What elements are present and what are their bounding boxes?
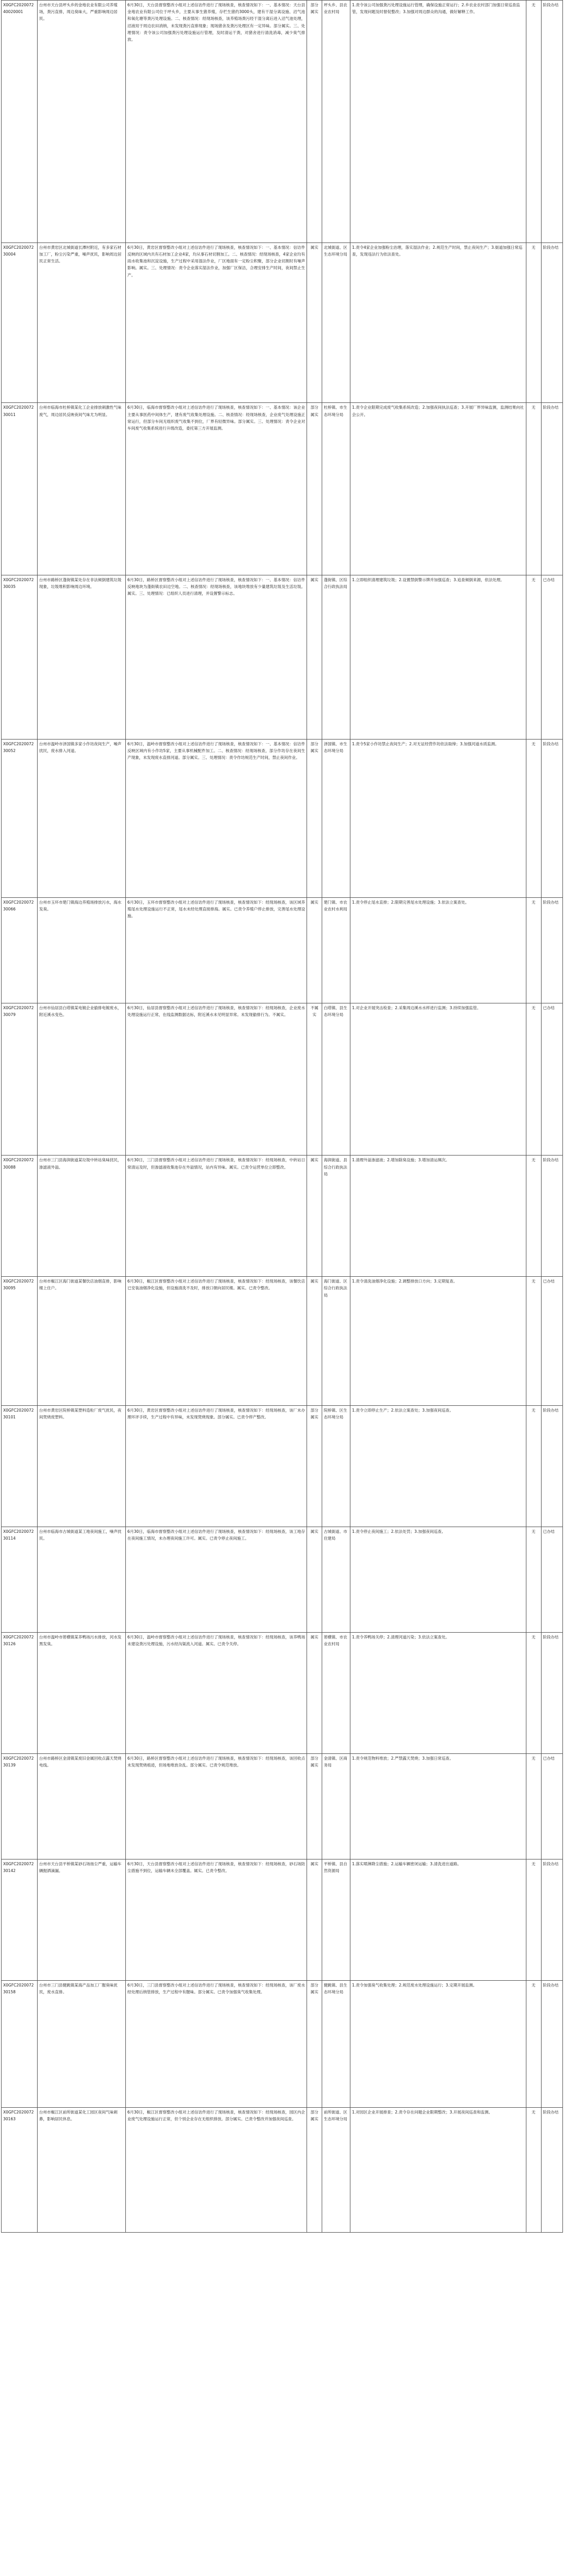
accountability-cell xyxy=(526,1003,541,1156)
accountability-text: 无 xyxy=(531,741,536,746)
accountability-cell xyxy=(526,1632,541,1753)
is-true-cell xyxy=(307,242,322,403)
case-id-cell xyxy=(2,1859,38,1980)
complaint-cell xyxy=(38,1156,126,1277)
result-cell xyxy=(125,1277,307,1406)
result-text: 6月30日，三门县督察整改小组对上述信访件进行了现场核查，核查情况如下：经现场核查，该厂废水经处理后纳管排放，生产过程中有腥味。部分属实。已责令加强臭气收集处理。 xyxy=(127,1982,306,1994)
is-true-cell xyxy=(307,2107,322,2232)
remark-text: 已办结 xyxy=(543,1005,555,1010)
is-true-cell xyxy=(307,1003,322,1156)
is-true-text: 部分属实 xyxy=(310,1408,319,1420)
is-true-text: 属实 xyxy=(310,245,319,250)
remark-cell xyxy=(541,1527,563,1632)
complaint-text: 台州市椒江区海门街道某餐饮店油烟直排，影响楼上住户。 xyxy=(39,1279,122,1291)
handling-cell xyxy=(350,1003,526,1156)
handling-cell xyxy=(350,1,526,243)
remark-cell xyxy=(541,897,563,1003)
handling-text: 1.责令5家小作坊禁止夜间生产；2.对无证经营作坊依法取缔；3.加强河道水质监测。 xyxy=(352,741,499,746)
handling-cell xyxy=(350,575,526,739)
case-id-cell xyxy=(2,897,38,1003)
case-id-cell xyxy=(2,1406,38,1527)
handling-cell xyxy=(350,1527,526,1632)
complaint-text: 台州市黄岩区北城街道长潭村附近，有多家石材加工厂，粉尘污染严重，噪声扰民，影响周边居民正常生活。 xyxy=(39,245,122,264)
remark-cell xyxy=(541,1632,563,1753)
complaint-cell xyxy=(38,242,126,403)
complaint-text: 台州市天台县坪头乡的金地农业有限公司养殖场，粪污直排，周边臭味大，严重影响周边居民。 xyxy=(39,3,118,21)
responsible-text: 箬横镇、市农业农村局 xyxy=(323,1634,347,1647)
complaint-text: 台州市仙居县白塔镇某电镀企业偷排电镀废水，附近溪水变色。 xyxy=(39,1005,122,1017)
is-true-cell xyxy=(307,1406,322,1527)
remark-cell xyxy=(541,1753,563,1859)
responsible-cell xyxy=(322,575,350,739)
is-true-text: 部分属实 xyxy=(310,3,319,15)
complaint-cell xyxy=(38,1632,126,1753)
remark-text: 已办结 xyxy=(543,1279,555,1284)
handling-text: 1.立即组织清理建筑垃圾；2.设置禁倒警示牌并加强巡查；3.追查倾倒来源，依法处理。 xyxy=(352,577,504,582)
complaint-text: 台州市温岭市泽国镇多家小作坊夜间生产，噪声扰民，废水排入河道。 xyxy=(39,741,122,753)
remark-cell xyxy=(541,1156,563,1277)
table-row xyxy=(2,1980,563,2107)
result-text: 6月30日，临海市督察整改小组对上述信访件进行了现场核查，核查情况如下：经现场核查，该工地存在夜间施工情况，未办理夜间施工许可。属实。已责令停止夜间施工。 xyxy=(127,1529,306,1541)
is-true-cell xyxy=(307,739,322,897)
responsible-text: 楚门镇、市农业农村水利局 xyxy=(323,899,347,911)
handling-text: 1.责令该公司加强粪污处理设施运行管理，确保设施正常运行；2.乡农业农村部门加强日常巡查监管，发现问题及时督促整改；3.加强对周边群众的沟通，做好解释工作。 xyxy=(352,3,520,15)
case-id-cell xyxy=(2,739,38,897)
complaint-text: 台州市黄岩区院桥镇某塑料造粒厂废气扰民，夜间焚烧废塑料。 xyxy=(39,1408,122,1420)
responsible-cell xyxy=(322,403,350,575)
case-id-cell xyxy=(2,1980,38,2107)
id-text: X0GFC202007230035 xyxy=(3,577,34,589)
result-cell xyxy=(125,2107,307,2232)
accountability-cell xyxy=(526,739,541,897)
result-cell xyxy=(125,1859,307,1980)
id-text: X0GFC202007230066 xyxy=(3,899,34,911)
accountability-text: 无 xyxy=(531,1408,536,1413)
result-text: 6月30日，玉环市督察整改小组对上述信访件进行了现场核查，核查情况如下：经现场核查，该区域养殖尾水处理设施运行不正常，尾水未经处理直接排海。属实。已责令养殖户停止排放，完善尾水处理设施。 xyxy=(127,899,306,919)
complaint-cell xyxy=(38,1277,126,1406)
accountability-cell xyxy=(526,1,541,243)
table-row xyxy=(2,897,563,1003)
remark-text: 阶段办结 xyxy=(543,3,559,7)
complaint-text: 台州市三门县海润街道某垃圾中转站臭味扰民，渗滤液外溢。 xyxy=(39,1158,122,1170)
is-true-text: 不属实 xyxy=(310,1005,319,1017)
handling-cell xyxy=(350,1406,526,1527)
accountability-text: 无 xyxy=(531,405,536,410)
id-text: X0GFC202007230114 xyxy=(3,1529,34,1541)
responsible-text: 平桥镇、县自然资源局 xyxy=(323,1861,347,1873)
remark-text: 阶段办结 xyxy=(543,405,559,410)
result-cell xyxy=(125,739,307,897)
is-true-cell xyxy=(307,1980,322,2107)
is-true-text: 属实 xyxy=(310,1279,319,1284)
accountability-cell xyxy=(526,575,541,739)
result-text: 6月30日，路桥区督察整改小组对上述信访件进行了现场核查，核查情况如下：一、基本情况：信访件反映地块为蓬街镇农田边空地。二、核查情况：经现场核查，该地块堆放有少量建筑垃圾及生活垃圾。属实。三、处理情况：已组织人员进行清理，并设置警示标志。 xyxy=(127,577,306,596)
accountability-cell xyxy=(526,2107,541,2232)
remark-cell xyxy=(541,2107,563,2232)
handling-text: 1.对园区企业开展排查；2.责令存在问题企业限期整改；3.开展夜间巡查和监测。 xyxy=(352,2109,493,2115)
table-row xyxy=(2,739,563,897)
table-row xyxy=(2,403,563,575)
result-cell xyxy=(125,1406,307,1527)
result-text: 6月30日，温岭市督察整改小组对上述信访件进行了现场核查，核查情况如下：一、基本情况：信访件反映区域内有小作坊5家，主要从事机械配件加工。二、核查情况：经现场核查，部分作坊存在夜间生产现象，未发现废水直排河道。部分属实。三、处理情况：责令作坊规范生产时间，禁止夜间作业。 xyxy=(127,741,306,760)
remark-cell xyxy=(541,242,563,403)
accountability-text: 无 xyxy=(531,1158,536,1163)
complaint-cell xyxy=(38,1406,126,1527)
complaint-text: 台州市椒江区前所街道某化工园区夜间气味刺鼻，影响居民休息。 xyxy=(39,2109,118,2121)
result-text: 6月30日，仙居县督察整改小组对上述信访件进行了现场核查，核查情况如下：经现场核查，企业废水处理设施运行正常，在线监测数据达标，附近溪水未见明显异常。未发现偷排行为。不属实。 xyxy=(127,1005,306,1017)
remark-text: 阶段办结 xyxy=(543,1982,559,1988)
complaint-cell xyxy=(38,1980,126,2107)
complaint-cell xyxy=(38,403,126,575)
responsible-cell xyxy=(322,1003,350,1156)
remark-cell xyxy=(541,575,563,739)
remark-text: 阶段办结 xyxy=(543,245,559,250)
case-id-cell xyxy=(2,1,38,243)
remark-cell xyxy=(541,1277,563,1406)
result-cell xyxy=(125,1753,307,1859)
complaint-cell xyxy=(38,575,126,739)
is-true-text: 部分属实 xyxy=(310,1982,319,1994)
handling-text: 1.责令停止夜间施工；2.依法处罚；3.加强夜间巡查。 xyxy=(352,1529,446,1534)
responsible-cell xyxy=(322,1632,350,1753)
remark-cell xyxy=(541,1,563,243)
remark-text: 阶段办结 xyxy=(543,2109,559,2115)
is-true-text: 部分属实 xyxy=(310,2109,319,2121)
case-id-cell xyxy=(2,2107,38,2232)
is-true-cell xyxy=(307,575,322,739)
is-true-cell xyxy=(307,1,322,243)
handling-cell xyxy=(350,403,526,575)
table-row xyxy=(2,1753,563,1859)
accountability-cell xyxy=(526,1277,541,1406)
case-id-cell xyxy=(2,1527,38,1632)
handling-cell xyxy=(350,242,526,403)
remark-text: 阶段办结 xyxy=(543,1634,559,1639)
responsible-cell xyxy=(322,242,350,403)
complaint-cell xyxy=(38,1003,126,1156)
case-id-cell xyxy=(2,403,38,575)
table-row xyxy=(2,575,563,739)
result-text: 6月30日，温岭市督察整改小组对上述信访件进行了现场核查，核查情况如下：经现场核查，该养鸭场未建设粪污处理设施，污水经沟渠流入河道。属实。已责令关停。 xyxy=(127,1634,306,1647)
id-text: X0GFC202007240020001 xyxy=(3,3,34,15)
complaint-text: 台州市天台县平桥镇某砂石场扬尘严重，运输车辆抛洒滴漏。 xyxy=(39,1861,122,1873)
case-id-cell xyxy=(2,575,38,739)
result-cell xyxy=(125,1632,307,1753)
case-id-cell xyxy=(2,1277,38,1406)
case-id-cell xyxy=(2,1003,38,1156)
responsible-text: 海润街道、县综合行政执法局 xyxy=(323,1158,347,1176)
id-text: X0GFC202007230052 xyxy=(3,741,34,753)
responsible-text: 白塔镇、县生态环境分局 xyxy=(323,1005,347,1017)
is-true-text: 部分属实 xyxy=(310,405,319,417)
accountability-text: 无 xyxy=(531,899,536,905)
accountability-text: 无 xyxy=(531,577,536,582)
handling-text: 1.责令加强臭气收集处理；2.规范废水处理设施运行；3.定期开展监测。 xyxy=(352,1982,477,1988)
accountability-text: 无 xyxy=(531,1634,536,1639)
remark-cell xyxy=(541,739,563,897)
accountability-text: 无 xyxy=(531,3,536,7)
result-text: 6月30日，路桥区督察整改小组对上述信访件进行了现场核查，核查情况如下：经现场核查，该回收点未发现焚烧痕迹，但场地堆放杂乱。部分属实。已责令规范堆放。 xyxy=(127,1755,306,1768)
is-true-cell xyxy=(307,1753,322,1859)
handling-cell xyxy=(350,1753,526,1859)
handling-cell xyxy=(350,739,526,897)
is-true-text: 属实 xyxy=(310,899,319,905)
complaint-cell xyxy=(38,1527,126,1632)
id-text: X0GFC202007230011 xyxy=(3,405,34,417)
case-id-cell xyxy=(2,1632,38,1753)
complaint-text: 台州市温岭市箬横镇某养鸭场污水排放，河水发黑发臭。 xyxy=(39,1634,122,1647)
accountability-text: 无 xyxy=(531,1982,536,1988)
case-id-cell xyxy=(2,242,38,403)
table-row xyxy=(2,1277,563,1406)
table-row xyxy=(2,1527,563,1632)
handling-cell xyxy=(350,1156,526,1277)
responsible-text: 古城街道、市住建局 xyxy=(323,1529,347,1541)
result-text: 6月30日，临海市督察整改小组对上述信访件进行了现场核查，核查情况如下：一、基本情况：该企业主要从事医药中间体生产，建有废气收集处理设施。二、核查情况：经现场核查，企业废气处理设施正常运行，但部分车间无组织废气收集不到位，厂界有轻微异味。部分属实。三、处理情况：责令企业对车间废气收集系统进行升级改造，委托第三方开展监测。 xyxy=(127,405,306,431)
remark-text: 阶段办结 xyxy=(543,1861,559,1866)
handling-text: 1.责令立即停止生产；2.依法立案查处；3.加强夜间巡查。 xyxy=(352,1408,454,1413)
handling-text: 1.责令企业限期完成废气收集系统改造；2.加强夜间执法巡查；3.开展厂界异味监测，监测结果向社会公开。 xyxy=(352,405,524,417)
id-text: X0GFC202007230163 xyxy=(3,2109,34,2121)
responsible-text: 金清镇、区商务局 xyxy=(323,1755,347,1768)
id-text: X0GFC202007230095 xyxy=(3,1279,34,1291)
is-true-cell xyxy=(307,1527,322,1632)
table-row xyxy=(2,242,563,403)
result-text: 6月30日，三门县督察整改小组对上述信访件进行了现场核查，核查情况如下：经现场核查，中转站日常清运及时，但渗滤液收集池存在外溢情况，站内有异味。属实。已责令运营单位立即整改。 xyxy=(127,1158,306,1170)
is-true-text: 属实 xyxy=(310,1529,319,1534)
responsible-cell xyxy=(322,1527,350,1632)
remark-text: 阶段办结 xyxy=(543,899,559,905)
result-text: 6月30日，天台县督察整改小组对上述信访件进行了现场核查，核查情况如下：经现场核查，砂石场防尘措施不到位，运输车辆未全部覆盖。属实。已责令整改。 xyxy=(127,1861,306,1873)
responsible-text: 海门街道、区综合行政执法局 xyxy=(323,1279,347,1298)
accountability-text: 无 xyxy=(531,245,536,250)
remark-cell xyxy=(541,1980,563,2107)
case-id-cell xyxy=(2,1156,38,1277)
accountability-cell xyxy=(526,897,541,1003)
is-true-text: 部分属实 xyxy=(310,1755,319,1768)
handling-cell xyxy=(350,1632,526,1753)
responsible-cell xyxy=(322,1753,350,1859)
accountability-text: 无 xyxy=(531,1755,536,1761)
handling-text: 1.责令4家企业加强粉尘治理，落实湿法作业；2.规范生产时间，禁止夜间生产；3.街道加强日常巡查，发现违法行为依法查处。 xyxy=(352,245,523,257)
handling-cell xyxy=(350,897,526,1003)
responsible-cell xyxy=(322,2107,350,2232)
table-row xyxy=(2,1,563,243)
handling-text: 1.责令规范物料堆放；2.严禁露天焚烧；3.加强日常巡查。 xyxy=(352,1755,454,1761)
remark-cell xyxy=(541,403,563,575)
is-true-cell xyxy=(307,1156,322,1277)
table-row xyxy=(2,2107,563,2232)
responsible-text: 杜桥镇、市生态环境分局 xyxy=(323,405,347,417)
responsible-text: 前所街道、区生态环境分局 xyxy=(323,2109,347,2121)
result-text: 6月30日，椒江区督察整改小组对上述信访件进行了现场核查，核查情况如下：经现场核查，该餐饮店已安装油烟净化设施，但设施清洗不及时，排放口朝向居民楼。属实。已责令整改。 xyxy=(127,1279,306,1291)
responsible-text: 蓬街镇、区综合行政执法局 xyxy=(323,577,347,589)
complaint-text: 台州市路桥区金清镇某废旧金属回收点露天焚烧电线。 xyxy=(39,1755,122,1768)
accountability-text: 无 xyxy=(531,2109,536,2115)
remark-cell xyxy=(541,1859,563,1980)
is-true-text: 属实 xyxy=(310,1158,319,1163)
accountability-cell xyxy=(526,1527,541,1632)
remark-text: 已办结 xyxy=(543,1755,555,1761)
remark-cell xyxy=(541,1003,563,1156)
complaint-text: 台州市临海市杜桥镇某化工企业排放刺激性气味废气，周边居民反映夜间气味尤为明显。 xyxy=(39,405,122,417)
handling-text: 1.责令清洗油烟净化设施；2.调整排放口方向；3.定期复查。 xyxy=(352,1279,457,1284)
accountability-text: 无 xyxy=(531,1005,536,1010)
handling-text: 1.责令养鸭场关停；2.清理河道污染；3.依法立案查处。 xyxy=(352,1634,450,1639)
table-row xyxy=(2,1156,563,1277)
responsible-cell xyxy=(322,897,350,1003)
handling-cell xyxy=(350,1980,526,2107)
table-row xyxy=(2,1859,563,1980)
complaint-cell xyxy=(38,1,126,243)
id-text: X0GFC202007230101 xyxy=(3,1408,34,1420)
table-row xyxy=(2,1632,563,1753)
responsible-cell xyxy=(322,1277,350,1406)
accountability-cell xyxy=(526,403,541,575)
handling-text: 1.落实喷淋降尘措施；2.运输车辆密闭运输；3.清洗进出道路。 xyxy=(352,1861,462,1866)
responsible-text: 泽国镇、市生态环境分局 xyxy=(323,741,347,753)
result-text: 6月30日，黄岩区督察整改小组对上述信访件进行了现场核查，核查情况如下：一、基本情况：信访件反映的区域内共有石材加工企业4家，均从事石材切割加工。二、核查情况：经现场核查，4家企业均有雨水收集池和沉淀设施，生产过程中采用湿法作业，厂区地面有一定粉尘积聚，部分企业切割时有噪声影响。属实。三、处理情况：责令企业落实湿法作业，加强厂区保洁，合理安排生产时间，夜间禁止生产。 xyxy=(127,245,306,278)
case-id-cell xyxy=(2,1753,38,1859)
is-true-cell xyxy=(307,403,322,575)
id-text: X0GFC202007230139 xyxy=(3,1755,34,1768)
table-row xyxy=(2,1003,563,1156)
responsible-cell xyxy=(322,739,350,897)
is-true-text: 属实 xyxy=(310,1634,319,1639)
accountability-text: 无 xyxy=(531,1529,536,1534)
result-cell xyxy=(125,1527,307,1632)
result-text: 6月30日，椒江区督察整改小组对上述信访件进行了现场核查，核查情况如下：经现场核查，园区内企业废气处理设施运行正常，但个别企业存在无组织排放。部分属实。已责令整改并加强夜间巡查。 xyxy=(127,2109,306,2121)
complaint-text: 台州市临海市古城街道某工地夜间施工，噪声扰民。 xyxy=(39,1529,122,1541)
result-cell xyxy=(125,1980,307,2107)
result-cell xyxy=(125,403,307,575)
responsible-text: 坪头乡、县农业农村局 xyxy=(323,3,347,15)
is-true-text: 部分属实 xyxy=(310,741,319,753)
complaint-table xyxy=(1,0,563,2233)
remark-cell xyxy=(541,1406,563,1527)
responsible-text: 健跳镇、县生态环境分局 xyxy=(323,1982,347,1994)
is-true-text: 属实 xyxy=(310,1861,319,1866)
result-cell xyxy=(125,897,307,1003)
handling-text: 1.责令停止尾水直排；2.限期完善尾水处理设施；3.依法立案查处。 xyxy=(352,899,469,905)
result-cell xyxy=(125,575,307,739)
id-text: X0GFC202007230079 xyxy=(3,1005,34,1017)
accountability-cell xyxy=(526,1753,541,1859)
responsible-cell xyxy=(322,1859,350,1980)
result-text: 6月30日，天台县督察整改小组对上述信访件进行了现场核查，核查情况如下：一、基本情况：天台县金地农业有限公司位于坪头乡，主要从事生猪养殖，存栏生猪约3000头，建有干湿分离设施、沼气池和氧化塘等粪污处理设施。二、核查情况：经现场核查，该养殖场粪污经干湿分离后进入沼气池处理，沼液用于周边农田消纳，未发现粪污直排现象；现场猪舍及粪污处理区有一定异味。部分属实。三、处理情况：责令该公司加强粪污处理设施运行管理，及时清运干粪，对猪舍进行清洗消毒，减少臭气排放。 xyxy=(127,3,306,42)
id-text: X0GFC202007230004 xyxy=(3,245,34,257)
accountability-text: 无 xyxy=(531,1861,536,1866)
handling-text: 1.清理外溢渗滤液；2.增加除臭设施；3.增加清运频次。 xyxy=(352,1158,450,1163)
id-text: X0GFC202007230158 xyxy=(3,1982,34,1994)
result-text: 6月30日，黄岩区督察整改小组对上述信访件进行了现场核查，核查情况如下：经现场核查，该厂未办理环评手续，生产过程中有异味，未发现焚烧现象。部分属实。已责令停产整改。 xyxy=(127,1408,306,1420)
responsible-text: 院桥镇、区生态环境分局 xyxy=(323,1408,347,1420)
result-cell xyxy=(125,1156,307,1277)
remark-text: 阶段办结 xyxy=(543,1408,559,1413)
is-true-cell xyxy=(307,1277,322,1406)
result-cell xyxy=(125,1,307,243)
responsible-cell xyxy=(322,1406,350,1527)
responsible-cell xyxy=(322,1156,350,1277)
accountability-cell xyxy=(526,1859,541,1980)
complaint-text: 台州市三门县健跳镇某海产品加工厂腥臭味扰民，废水直排。 xyxy=(39,1982,118,1994)
responsible-text: 北城街道、区生态环境分局 xyxy=(323,245,347,257)
table-row xyxy=(2,1406,563,1527)
complaint-cell xyxy=(38,897,126,1003)
complaint-text: 台州市玉环市楚门镇海边养殖场排放污水，海水发臭。 xyxy=(39,899,122,911)
responsible-cell xyxy=(322,1,350,243)
handling-cell xyxy=(350,2107,526,2232)
accountability-cell xyxy=(526,1980,541,2107)
accountability-text: 无 xyxy=(531,1279,536,1284)
remark-text: 阶段办结 xyxy=(543,1158,559,1163)
result-cell xyxy=(125,1003,307,1156)
accountability-cell xyxy=(526,1156,541,1277)
complaint-text: 台州市路桥区蓬街镇某处存在非法倾倒建筑垃圾现象，垃圾堆积影响周边环境。 xyxy=(39,577,122,589)
remark-text: 阶段办结 xyxy=(543,741,559,746)
is-true-cell xyxy=(307,1632,322,1753)
accountability-cell xyxy=(526,242,541,403)
id-text: X0GFC202007230126 xyxy=(3,1634,34,1647)
responsible-cell xyxy=(322,1980,350,2107)
accountability-cell xyxy=(526,1406,541,1527)
remark-text: 已办结 xyxy=(543,1529,555,1534)
id-text: X0GFC202007230088 xyxy=(3,1158,34,1170)
is-true-cell xyxy=(307,1859,322,1980)
handling-cell xyxy=(350,1277,526,1406)
is-true-text: 属实 xyxy=(310,577,319,582)
handling-text: 1.对企业开展突击检查；2.采集周边溪水水样进行监测；3.持续加强监管。 xyxy=(352,1005,481,1010)
complaint-cell xyxy=(38,1859,126,1980)
complaint-cell xyxy=(38,2107,126,2232)
handling-cell xyxy=(350,1859,526,1980)
id-text: X0GFC202007230142 xyxy=(3,1861,34,1873)
complaint-cell xyxy=(38,739,126,897)
remark-text: 已办结 xyxy=(543,577,555,582)
result-cell xyxy=(125,242,307,403)
is-true-cell xyxy=(307,897,322,1003)
complaint-cell xyxy=(38,1753,126,1859)
